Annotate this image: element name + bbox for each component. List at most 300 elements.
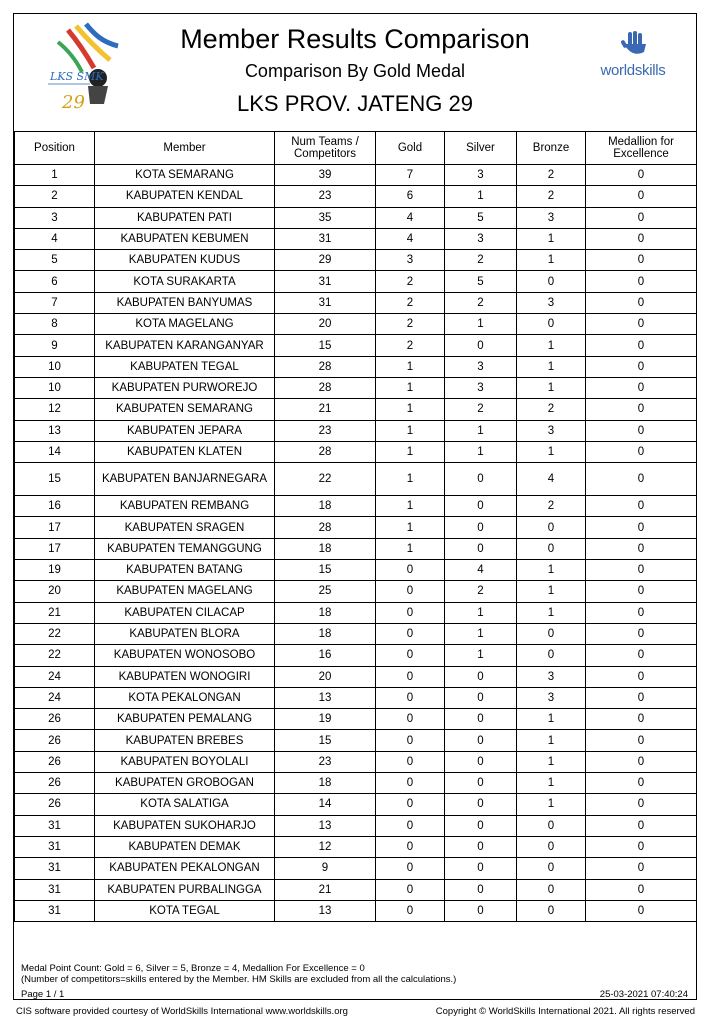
bronze-cell: 1 <box>517 250 586 271</box>
gold-cell: 0 <box>376 602 445 623</box>
member-cell: KOTA MAGELANG <box>95 314 275 335</box>
member-cell: KOTA SALATIGA <box>95 794 275 815</box>
member-cell: KABUPATEN JEPARA <box>95 420 275 441</box>
report-header <box>14 14 696 130</box>
member-cell: KABUPATEN SEMARANG <box>95 399 275 420</box>
medallion-cell: 0 <box>586 292 697 313</box>
competitors-cell: 13 <box>275 687 376 708</box>
bronze-cell: 2 <box>517 186 586 207</box>
bronze-cell: 1 <box>517 335 586 356</box>
bronze-cell: 1 <box>517 751 586 772</box>
member-cell: KABUPATEN KUDUS <box>95 250 275 271</box>
worldskills-logo <box>592 30 674 82</box>
table-row <box>15 356 697 377</box>
competitors-cell: 14 <box>275 794 376 815</box>
table-row <box>15 228 697 249</box>
silver-cell: 4 <box>445 560 517 581</box>
medallion-cell: 0 <box>586 250 697 271</box>
bronze-cell: 1 <box>517 794 586 815</box>
gold-cell: 2 <box>376 292 445 313</box>
silver-cell: 0 <box>445 496 517 517</box>
gold-cell: 1 <box>376 496 445 517</box>
silver-cell: 0 <box>445 730 517 751</box>
position-cell: 26 <box>15 751 95 772</box>
table-row <box>15 602 697 623</box>
position-cell: 5 <box>15 250 95 271</box>
position-cell: 10 <box>15 377 95 398</box>
medallion-cell: 0 <box>586 879 697 900</box>
competitors-cell: 31 <box>275 271 376 292</box>
member-cell: KABUPATEN SRAGEN <box>95 517 275 538</box>
table-row <box>15 186 697 207</box>
medallion-cell: 0 <box>586 836 697 857</box>
bronze-cell: 0 <box>517 900 586 921</box>
report-subtitle: Comparison By Gold Medal <box>244 61 466 81</box>
worldskills-wordmark: worldskills <box>600 62 666 79</box>
bronze-cell: 0 <box>517 271 586 292</box>
member-cell: KABUPATEN MAGELANG <box>95 581 275 602</box>
table-row <box>15 463 697 496</box>
gold-cell: 0 <box>376 773 445 794</box>
medallion-cell: 0 <box>586 623 697 644</box>
medallion-cell: 0 <box>586 602 697 623</box>
table-row <box>15 794 697 815</box>
gold-cell: 1 <box>376 399 445 420</box>
table-row <box>15 560 697 581</box>
bronze-cell: 1 <box>517 581 586 602</box>
member-cell: KABUPATEN BOYOLALI <box>95 751 275 772</box>
bronze-cell: 3 <box>517 666 586 687</box>
member-cell: KABUPATEN TEMANGGUNG <box>95 538 275 559</box>
position-cell: 9 <box>15 335 95 356</box>
medallion-cell: 0 <box>586 581 697 602</box>
gold-cell: 1 <box>376 517 445 538</box>
competitors-cell: 31 <box>275 292 376 313</box>
silver-cell: 1 <box>445 623 517 644</box>
medallion-cell: 0 <box>586 517 697 538</box>
gold-cell: 0 <box>376 879 445 900</box>
silver-cell: 0 <box>445 751 517 772</box>
bronze-cell: 0 <box>517 879 586 900</box>
bronze-cell: 3 <box>517 420 586 441</box>
footer-copyright: Copyright © WorldSkills International 2021. All rights reserved <box>435 1006 695 1017</box>
competitors-cell: 31 <box>275 228 376 249</box>
member-cell: KABUPATEN BATANG <box>95 560 275 581</box>
position-cell: 31 <box>15 879 95 900</box>
medallion-cell: 0 <box>586 900 697 921</box>
silver-cell: 2 <box>445 250 517 271</box>
medallion-cell: 0 <box>586 496 697 517</box>
member-cell: KABUPATEN PURWOREJO <box>95 377 275 398</box>
silver-cell: 3 <box>445 228 517 249</box>
position-cell: 15 <box>15 463 95 496</box>
gold-cell: 1 <box>376 538 445 559</box>
gold-cell: 0 <box>376 623 445 644</box>
gold-cell: 1 <box>376 377 445 398</box>
bronze-cell: 0 <box>517 517 586 538</box>
table-row <box>15 836 697 857</box>
silver-cell: 1 <box>445 602 517 623</box>
table-row <box>15 581 697 602</box>
medallion-cell: 0 <box>586 271 697 292</box>
member-cell: KABUPATEN WONOGIRI <box>95 666 275 687</box>
competitors-cell: 18 <box>275 773 376 794</box>
silver-cell: 0 <box>445 666 517 687</box>
page-number: Page 1 / 1 <box>21 989 65 1000</box>
gold-cell: 4 <box>376 228 445 249</box>
member-cell: KABUPATEN DEMAK <box>95 836 275 857</box>
medallion-cell: 0 <box>586 794 697 815</box>
position-cell: 17 <box>15 517 95 538</box>
member-cell: KABUPATEN TEGAL <box>95 356 275 377</box>
competitors-cell: 15 <box>275 730 376 751</box>
point-count-note: Medal Point Count: Gold = 6, Silver = 5, Bronze = 4, Medallion For Excellence = 0 <box>21 963 365 974</box>
competitors-cell: 20 <box>275 314 376 335</box>
report-frame <box>13 13 697 1000</box>
member-cell: KABUPATEN BREBES <box>95 730 275 751</box>
table-row <box>15 399 697 420</box>
table-body <box>15 165 697 922</box>
silver-cell: 1 <box>445 420 517 441</box>
bronze-cell: 1 <box>517 773 586 794</box>
gold-cell: 2 <box>376 335 445 356</box>
silver-cell: 0 <box>445 538 517 559</box>
bronze-cell: 1 <box>517 377 586 398</box>
medallion-cell: 0 <box>586 441 697 462</box>
gold-cell: 0 <box>376 751 445 772</box>
competitors-cell: 20 <box>275 666 376 687</box>
silver-cell: 3 <box>445 165 517 186</box>
member-cell: KABUPATEN KEBUMEN <box>95 228 275 249</box>
column-header: Gold <box>376 132 445 165</box>
bronze-cell: 0 <box>517 815 586 836</box>
position-cell: 31 <box>15 836 95 857</box>
bronze-cell: 1 <box>517 560 586 581</box>
silver-cell: 0 <box>445 858 517 879</box>
competitors-cell: 18 <box>275 623 376 644</box>
silver-cell: 0 <box>445 709 517 730</box>
footer-credit: CIS software provided courtesy of WorldSkills International www.worldskills.org <box>16 1006 348 1017</box>
member-cell: KABUPATEN GROBOGAN <box>95 773 275 794</box>
silver-cell: 0 <box>445 900 517 921</box>
table-row <box>15 517 697 538</box>
medallion-cell: 0 <box>586 228 697 249</box>
bronze-cell: 0 <box>517 645 586 666</box>
bronze-cell: 1 <box>517 441 586 462</box>
table-row <box>15 815 697 836</box>
table-row <box>15 250 697 271</box>
position-cell: 24 <box>15 666 95 687</box>
medallion-cell: 0 <box>586 751 697 772</box>
table-row <box>15 420 697 441</box>
member-cell: KABUPATEN BANYUMAS <box>95 292 275 313</box>
table-row <box>15 335 697 356</box>
silver-cell: 0 <box>445 335 517 356</box>
member-cell: KOTA SURAKARTA <box>95 271 275 292</box>
gold-cell: 0 <box>376 900 445 921</box>
member-cell: KABUPATEN KLATEN <box>95 441 275 462</box>
medallion-cell: 0 <box>586 560 697 581</box>
gold-cell: 6 <box>376 186 445 207</box>
table-header-row <box>15 132 697 165</box>
position-cell: 7 <box>15 292 95 313</box>
competitors-cell: 9 <box>275 858 376 879</box>
bronze-cell: 0 <box>517 623 586 644</box>
member-cell: KABUPATEN PEMALANG <box>95 709 275 730</box>
table-row <box>15 900 697 921</box>
medallion-cell: 0 <box>586 463 697 496</box>
position-cell: 22 <box>15 623 95 644</box>
column-header: Position <box>15 132 95 165</box>
table-row <box>15 538 697 559</box>
bronze-cell: 4 <box>517 463 586 496</box>
table-row <box>15 666 697 687</box>
competitors-cell: 29 <box>275 250 376 271</box>
bronze-cell: 1 <box>517 602 586 623</box>
member-cell: KABUPATEN WONOSOBO <box>95 645 275 666</box>
competitors-cell: 21 <box>275 399 376 420</box>
competitors-cell: 16 <box>275 645 376 666</box>
medallion-cell: 0 <box>586 815 697 836</box>
competitors-note: (Number of competitors=skills entered by the Member. HM Skills are excluded from all the calculations.) <box>21 974 457 985</box>
bronze-cell: 2 <box>517 165 586 186</box>
gold-cell: 7 <box>376 165 445 186</box>
medallion-cell: 0 <box>586 709 697 730</box>
position-cell: 31 <box>15 900 95 921</box>
position-cell: 26 <box>15 709 95 730</box>
position-cell: 10 <box>15 356 95 377</box>
competitors-cell: 13 <box>275 900 376 921</box>
member-cell: KABUPATEN KENDAL <box>95 186 275 207</box>
svg-text:LKS SMK: LKS SMK <box>50 70 104 83</box>
competitors-cell: 21 <box>275 879 376 900</box>
medallion-cell: 0 <box>586 666 697 687</box>
competitors-cell: 23 <box>275 751 376 772</box>
competitors-cell: 25 <box>275 581 376 602</box>
silver-cell: 2 <box>445 581 517 602</box>
member-cell: KABUPATEN REMBANG <box>95 496 275 517</box>
gold-cell: 0 <box>376 794 445 815</box>
table-row <box>15 623 697 644</box>
bronze-cell: 3 <box>517 292 586 313</box>
position-cell: 2 <box>15 186 95 207</box>
member-cell: KOTA SEMARANG <box>95 165 275 186</box>
silver-cell: 5 <box>445 271 517 292</box>
medallion-cell: 0 <box>586 314 697 335</box>
competitors-cell: 18 <box>275 496 376 517</box>
silver-cell: 0 <box>445 836 517 857</box>
silver-cell: 0 <box>445 815 517 836</box>
position-cell: 21 <box>15 602 95 623</box>
silver-cell: 3 <box>445 377 517 398</box>
medallion-cell: 0 <box>586 420 697 441</box>
position-cell: 4 <box>15 228 95 249</box>
medallion-cell: 0 <box>586 645 697 666</box>
table-row <box>15 207 697 228</box>
table-row <box>15 730 697 751</box>
competitors-cell: 15 <box>275 335 376 356</box>
member-cell: KABUPATEN BANJARNEGARA <box>95 463 275 496</box>
position-cell: 12 <box>15 399 95 420</box>
competitors-cell: 22 <box>275 463 376 496</box>
bronze-cell: 1 <box>517 356 586 377</box>
table-row <box>15 314 697 335</box>
medallion-cell: 0 <box>586 399 697 420</box>
member-cell: KABUPATEN PATI <box>95 207 275 228</box>
gold-cell: 0 <box>376 666 445 687</box>
competitors-cell: 15 <box>275 560 376 581</box>
competitors-cell: 23 <box>275 186 376 207</box>
bronze-cell: 3 <box>517 687 586 708</box>
silver-cell: 0 <box>445 879 517 900</box>
position-cell: 13 <box>15 420 95 441</box>
gold-cell: 0 <box>376 815 445 836</box>
column-header: Medallion for Excellence <box>586 132 697 165</box>
silver-cell: 0 <box>445 463 517 496</box>
competitors-cell: 28 <box>275 377 376 398</box>
position-cell: 31 <box>15 858 95 879</box>
member-cell: KOTA TEGAL <box>95 900 275 921</box>
report-timestamp: 25-03-2021 07:40:24 <box>599 989 688 1000</box>
table-row <box>15 292 697 313</box>
svg-text:29: 29 <box>62 92 85 113</box>
gold-cell: 0 <box>376 560 445 581</box>
silver-cell: 5 <box>445 207 517 228</box>
medallion-cell: 0 <box>586 773 697 794</box>
silver-cell: 1 <box>445 314 517 335</box>
silver-cell: 0 <box>445 687 517 708</box>
bronze-cell: 2 <box>517 399 586 420</box>
position-cell: 8 <box>15 314 95 335</box>
table-row <box>15 441 697 462</box>
position-cell: 6 <box>15 271 95 292</box>
medallion-cell: 0 <box>586 165 697 186</box>
member-cell: KABUPATEN PEKALONGAN <box>95 858 275 879</box>
silver-cell: 1 <box>445 186 517 207</box>
report-title: Member Results Comparison <box>180 24 530 54</box>
table-row <box>15 377 697 398</box>
medallion-cell: 0 <box>586 730 697 751</box>
silver-cell: 0 <box>445 773 517 794</box>
position-cell: 3 <box>15 207 95 228</box>
position-cell: 19 <box>15 560 95 581</box>
competitors-cell: 23 <box>275 420 376 441</box>
position-cell: 20 <box>15 581 95 602</box>
silver-cell: 2 <box>445 292 517 313</box>
medallion-cell: 0 <box>586 687 697 708</box>
bronze-cell: 0 <box>517 836 586 857</box>
table-row <box>15 496 697 517</box>
competitors-cell: 28 <box>275 356 376 377</box>
gold-cell: 0 <box>376 645 445 666</box>
competitors-cell: 35 <box>275 207 376 228</box>
competitors-cell: 19 <box>275 709 376 730</box>
event-name: LKS PROV. JATENG 29 <box>237 91 473 116</box>
competitors-cell: 13 <box>275 815 376 836</box>
gold-cell: 2 <box>376 314 445 335</box>
gold-cell: 0 <box>376 730 445 751</box>
position-cell: 17 <box>15 538 95 559</box>
position-cell: 26 <box>15 794 95 815</box>
bronze-cell: 0 <box>517 858 586 879</box>
position-cell: 22 <box>15 645 95 666</box>
silver-cell: 0 <box>445 517 517 538</box>
gold-cell: 0 <box>376 858 445 879</box>
competitors-cell: 18 <box>275 602 376 623</box>
medallion-cell: 0 <box>586 207 697 228</box>
position-cell: 26 <box>15 730 95 751</box>
medallion-cell: 0 <box>586 858 697 879</box>
position-cell: 14 <box>15 441 95 462</box>
competitors-cell: 28 <box>275 517 376 538</box>
medallion-cell: 0 <box>586 538 697 559</box>
medallion-cell: 0 <box>586 186 697 207</box>
table-row <box>15 879 697 900</box>
member-cell: KABUPATEN KARANGANYAR <box>95 335 275 356</box>
column-header: Num Teams / Competitors <box>275 132 376 165</box>
position-cell: 16 <box>15 496 95 517</box>
member-cell: KABUPATEN CILACAP <box>95 602 275 623</box>
worldskills-hands-icon <box>592 30 674 60</box>
gold-cell: 0 <box>376 687 445 708</box>
medallion-cell: 0 <box>586 356 697 377</box>
gold-cell: 4 <box>376 207 445 228</box>
column-header: Bronze <box>517 132 586 165</box>
gold-cell: 0 <box>376 709 445 730</box>
gold-cell: 0 <box>376 581 445 602</box>
competitors-cell: 12 <box>275 836 376 857</box>
table-row <box>15 165 697 186</box>
medallion-cell: 0 <box>586 335 697 356</box>
bronze-cell: 2 <box>517 496 586 517</box>
table-row <box>15 271 697 292</box>
results-table <box>14 131 697 922</box>
silver-cell: 1 <box>445 441 517 462</box>
position-cell: 26 <box>15 773 95 794</box>
column-header: Silver <box>445 132 517 165</box>
table-row <box>15 709 697 730</box>
member-cell: KABUPATEN BLORA <box>95 623 275 644</box>
table-row <box>15 687 697 708</box>
competitors-cell: 39 <box>275 165 376 186</box>
position-cell: 24 <box>15 687 95 708</box>
silver-cell: 0 <box>445 794 517 815</box>
medallion-cell: 0 <box>586 377 697 398</box>
gold-cell: 1 <box>376 441 445 462</box>
bronze-cell: 1 <box>517 709 586 730</box>
silver-cell: 2 <box>445 399 517 420</box>
position-cell: 31 <box>15 815 95 836</box>
bronze-cell: 3 <box>517 207 586 228</box>
table-row <box>15 645 697 666</box>
bronze-cell: 1 <box>517 730 586 751</box>
position-cell: 1 <box>15 165 95 186</box>
silver-cell: 3 <box>445 356 517 377</box>
gold-cell: 1 <box>376 463 445 496</box>
bronze-cell: 1 <box>517 228 586 249</box>
table-row <box>15 773 697 794</box>
gold-cell: 0 <box>376 836 445 857</box>
gold-cell: 1 <box>376 420 445 441</box>
gold-cell: 3 <box>376 250 445 271</box>
bronze-cell: 0 <box>517 314 586 335</box>
competitors-cell: 28 <box>275 441 376 462</box>
gold-cell: 2 <box>376 271 445 292</box>
gold-cell: 1 <box>376 356 445 377</box>
column-header: Member <box>95 132 275 165</box>
bronze-cell: 0 <box>517 538 586 559</box>
member-cell: KABUPATEN SUKOHARJO <box>95 815 275 836</box>
